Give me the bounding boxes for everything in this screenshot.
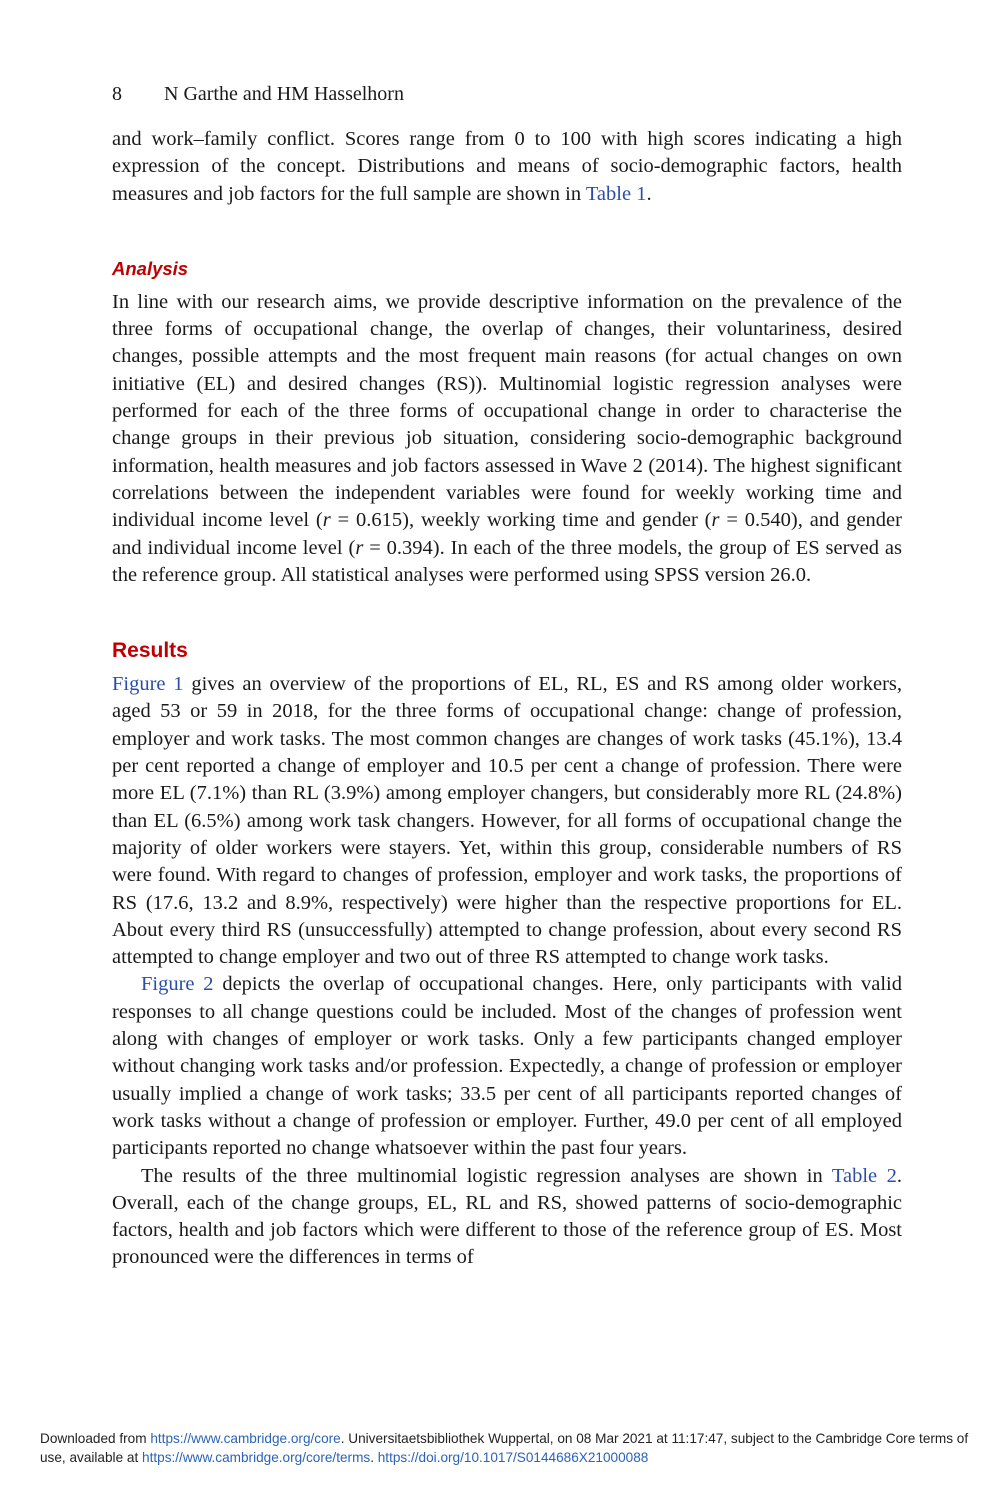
results-text-2: depicts the overlap of occupational changes. Here, only participants with valid responses to all change questions could be included. Most of the changes of profession went along with changes of employer or work tasks. Only a few participants changed employer without changing work tasks and/or profession. Expectedly, a change of profession or employer usually implied a change of work tasks; 33.5 per cent of all participants reported changes of work tasks without a change of profession or employer. Further, 49.0 per cent of all employed participants reported no change whatsoever within the past four years. [112,973,902,1160]
analysis-text: In line with our research aims, we provide descriptive information on the prevalence of the three forms of occupational change, the overlap of changes, their voluntariness, desired changes, possible attempts and the most frequent main reasons (for actual changes on own initiative (EL) and desired changes (RS)). Multinomial logistic regression analyses were performed for each of the three forms of occupational change in order to characterise the change groups in their previous job situation, considering socio-demographic background information, health measures and job factors assessed in Wave 2 (2014). The highest significant correlations between the independent variables were found for weekly working time and individual income level ( [112,290,902,532]
figure-1-link[interactable]: Figure 1 [112,673,184,696]
table-2-link[interactable]: Table 2 [831,1164,897,1187]
page-number: 8 [112,83,122,105]
download-footer [40,1429,970,1467]
results-heading: Results [112,639,188,663]
results-paragraph-3 [112,1163,902,1272]
intro-paragraph [112,126,902,208]
results-text-3a: The results of the three multinomial logistic regression analyses are shown in [141,1164,832,1187]
page-body [112,80,902,1272]
footer-text: Downloaded from [40,1431,151,1446]
results-text-1: gives an overview of the proportions of EL, RL, ES and RS among older workers, aged 53 or 59 in 2018, for the three forms of occupational change: change of profession, employer and work tasks. The most common changes are changes of work tasks (45.1%), 13.4 per cent reported a change of employer and 10.5 per cent a change of profession. There were more EL (7.1%) than RL (3.9%) among employer changers, but considerably more RL (24.8%) than EL (6.5%) among work task changers. However, for all forms of occupational change the majority of older workers were stayers. Yet, within this group, considerable numbers of RS were found. With regard to changes of profession, employer and work tasks, the proportions of RS (17.6, 13.2 and 8.9%, respectively) were higher than the respective proportions for EL. About every third RS (unsuccessfully) attempted to change profession, about every second RS attempted to change employer and two out of three RS attempted to change work tasks. [112,673,902,969]
running-head-authors: N Garthe and HM Hasselhorn [164,83,404,105]
footer-core-link[interactable]: https://www.cambridge.org/core [150,1431,341,1446]
footer-text: . Universitaetsbibliothek Wuppertal, on 08 Mar 2021 at 11:17:47, subject to the Cambridge Core terms of use, available at [40,1431,969,1465]
analysis-paragraph [112,289,902,589]
analysis-r2: = 0.540), and gender and individual income level ( [112,509,902,559]
footer-doi-link[interactable]: https://doi.org/10.1017/S0144686X21000088 [377,1450,649,1465]
results-paragraph-2 [112,971,902,1162]
footer-text: . [370,1450,378,1465]
analysis-heading: Analysis [112,257,189,279]
figure-2-link[interactable]: Figure 2 [141,973,214,996]
r-symbol: r [322,509,331,532]
table-1-link[interactable]: Table 1 [585,182,647,205]
r-symbol: r [711,509,720,532]
intro-text-end: . [646,182,652,205]
results-text-3b: . Overall, each of the change groups, EL, RL and RS, showed patterns of socio-demographic factors, health and job factors which were different to those of the reference group of ES. Most pronounced were the differences in terms of [112,1164,902,1269]
r-symbol: r [355,536,364,559]
results-paragraph-1 [112,671,902,971]
intro-text: and work–family conflict. Scores range from 0 to 100 with high scores indicating a high expression of the concept. Distributions and means of socio-demographic factors, health measures and job factors for the full sample are shown in [112,128,902,205]
analysis-text-end: = 0.394). In each of the three models, the group of ES served as the reference group. All statistical analyses were performed using SPSS version 26.0. [112,536,902,586]
running-head [112,80,902,108]
analysis-r1: = 0.615), weekly working time and gender ( [330,509,712,532]
footer-terms-link[interactable]: https://www.cambridge.org/core/terms [142,1450,371,1465]
